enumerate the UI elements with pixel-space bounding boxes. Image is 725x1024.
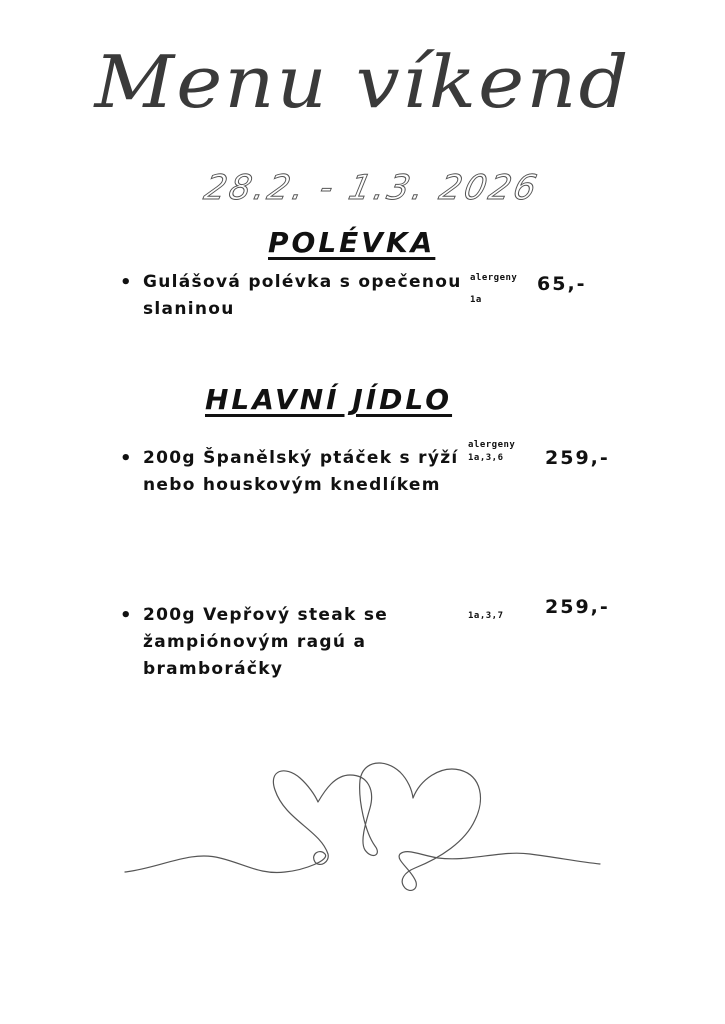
bullet-icon: •	[120, 448, 132, 469]
menu-item-main-1	[120, 445, 459, 530]
allergen-codes: 1a,3,6	[468, 453, 504, 463]
section-heading-soup: POLÉVKA	[268, 226, 436, 259]
menu-title: Menu víkend	[94, 40, 631, 124]
line-art-hearts-icon	[120, 750, 610, 910]
allergen-label: alergeny	[468, 440, 516, 450]
menu-item-soup	[120, 269, 462, 329]
hearts-line-path	[125, 763, 600, 890]
date-range: 28.2. - 1.3. 2026	[200, 168, 543, 208]
allergen-label: alergeny	[470, 273, 518, 283]
menu-item-price: 65,-	[537, 273, 587, 295]
menu-item-name: 200g Španělský ptáček s rýží nebo houskovým knedlíkem	[143, 448, 459, 495]
section-heading-main: HLAVNÍ JÍDLO	[205, 383, 453, 416]
bullet-icon: •	[120, 272, 132, 293]
bullet-icon: •	[120, 605, 132, 626]
menu-item-name: Gulášová polévka s opečenou slaninou	[143, 272, 462, 319]
menu-item-main-2	[120, 602, 450, 687]
menu-item-price: 259,-	[545, 447, 610, 469]
menu-item-name: 200g Vepřový steak se žampiónovým ragú a bramboráčky	[143, 605, 389, 679]
allergen-codes: 1a,3,7	[468, 611, 504, 621]
allergen-codes: 1a	[470, 295, 482, 305]
menu-item-price: 259,-	[545, 596, 610, 618]
